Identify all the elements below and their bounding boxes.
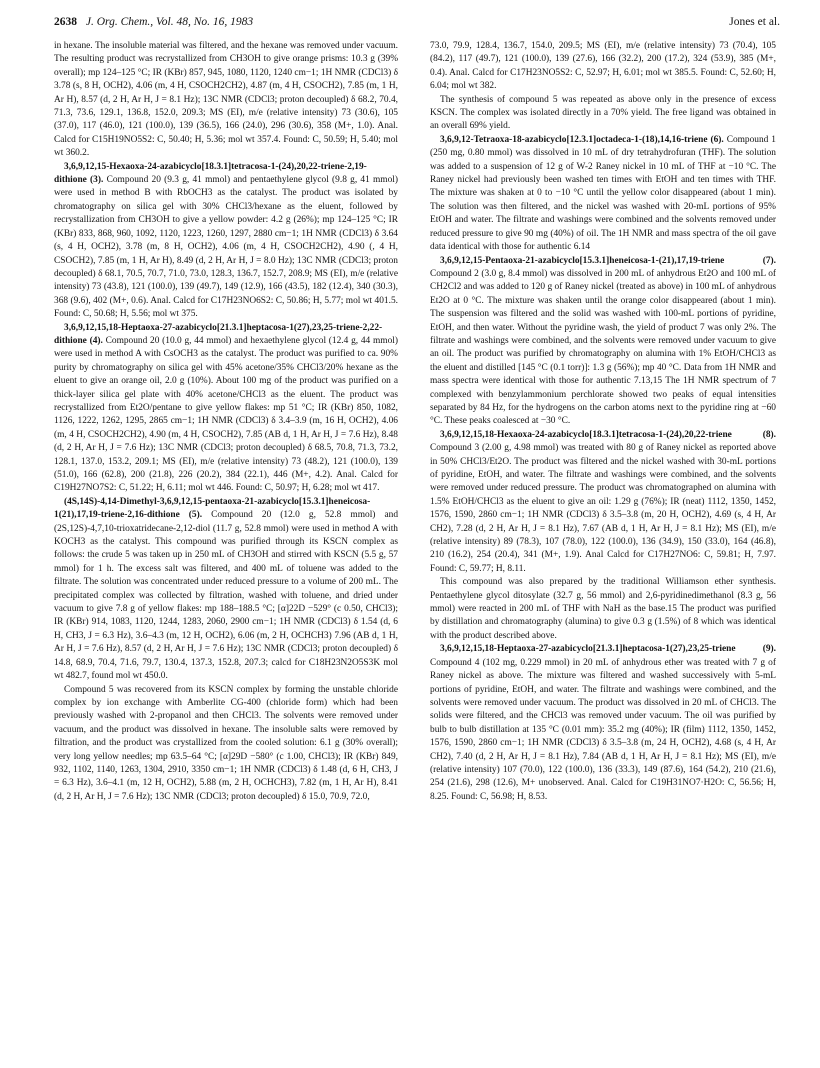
paragraph <box>430 40 776 94</box>
page-number: 2638 <box>54 16 77 28</box>
paragraph-body: in hexane. The insoluble material was filtered, and the hexane was removed under vacuum. The resulting product was recrystallized from CH3OH to give orange prisms: 10.3 g (39% overall); mp 124–125 °C; IR (KBr) 857, 945, 1080, 1120, 1240 cm−1; 1H NMR (CDCl3) δ 3.78 (s, 8 H, OCH2), 4.06 (m, 4 H, CSOCH2CH2), 4.87 (m, 4 H, CSOCH2), 7.85 (m, 1 H, Ar H), 8.57 (d, 2 H, Ar H, J = 8.1 Hz); 13C NMR (CDCl3; proton decoupled) δ 68.2, 70.4, 71.3, 73.6, 129.1, 136.8, 152.0, 209.3; MS (EI), m/e (relative intensity) 73 (30.6), 105 (37.0), 117 (46.0), 121 (100.0), 139 (36.5), 166 (24.0), 296 (30.6), 358 (M+, 1.0). Anal. Calcd for C15H19NO5S2: C, 50.40; H, 5.36; mol wt 357.4. Found: C, 50.59; H, 5.40; mol wt 360.2. <box>54 41 398 159</box>
paragraph <box>54 161 398 322</box>
left-column <box>54 40 398 1060</box>
journal-citation: J. Org. Chem., Vol. 48, No. 16, 1983 <box>85 16 254 28</box>
paragraph <box>54 322 398 496</box>
paragraph-body: Compound 3 (2.00 g, 4.98 mmol) was treated with 80 g of Raney nickel as reported above in 50% CHCl3/Et2O. The product was filtered and the nickel washed with 30-mL portions of pyridine, EtOH, and water. The filtrate and washings were combined, and the solvents were removed under reduced pressure. The product was chromatographed on alumina with 1.5% EtOH/CHCl3 as the eluent to give an oil: 1.29 g (76%); IR (neat) 1112, 1350, 1452, 1576, 1590, 2860 cm−1; 1H NMR (CDCl3) δ 3.5–3.8 (m, 20 H, OCH2), 4.69 (s, 4 H, Ar CH2), 7.28 (d, 2 H, Ar H, J = 8.1 Hz), 7.67 (AB d, 1 H, Ar H, J = 8.1 Hz); MS (EI), m/e (relative intensity) 89 (78.3), 107 (78.0), 122 (100.0), 136 (34.9), 150 (33.0), 164 (46.8), 210 (16.2), 254 (20.4), 341 (M+, 1.9). Anal Calcd for C17H27NO6: C, 59.81; H, 7.97. Found: C, 59.77; H, 8.11. <box>430 443 776 574</box>
compound-heading: 3,6,9,12,15,18-Heptaoxa-27-azabicyclo[21.3.1]heptacosa-1(27),23,25-triene-2,22-dithione (4). <box>54 322 383 346</box>
paragraph <box>430 643 776 804</box>
paragraph <box>430 134 776 255</box>
paragraph <box>430 255 776 429</box>
paragraph-body: The synthesis of compound 5 was repeated as above only in the presence of excess KSCN. The complex was isolated directly in a 70% yield. The free ligand was obtained in an overall 69% yield. <box>430 94 776 132</box>
compound-heading: 3,6,9,12,15,18-Hexaoxa-24-azabicyclo[18.3.1]tetracosa-1-(24),20,22-triene (8). <box>440 429 776 440</box>
running-authors: Jones et al. <box>729 16 780 28</box>
paragraph-body: 73.0, 79.9, 128.4, 136.7, 154.0, 209.5; MS (EI), m/e (relative intensity) 73 (70.4), 105 (84.2), 117 (49.7), 121 (100.0), 139 (27.6), 166 (32.2), 200 (17.2), 324 (53.9), 385 (M+, 0.4). Anal. Calcd for C17H23NO5S2: C, 52.97; H, 6.01; mol wt 385.5. Found: C, 52.60; H, 6.04; mol wt 382. <box>430 41 776 92</box>
compound-heading: 3,6,9,12,15-Pentaoxa-21-azabicyclo[15.3.1]heneicosa-1-(21),17,19-triene (7). <box>440 255 776 266</box>
paragraph-body: Compound 20 (10.0 g, 44 mmol) and hexaethylene glycol (12.4 g, 44 mmol) were used in method A with CsOCH3 as the catalyst. The product was purified to ca. 90% purity by chromatography on silica gel with 45% acetone/35% CHCl3/20% hexane as the eluent to give an orange oil, 2.0 g (10%). About 100 mg of the product was purified on a thick-layer silica gel plate with 40% acetone/CHCl3 as the eluent. The product was recrystallized from Et2O/pentane to give yellow flakes: mp 51 °C; IR (KBr) 850, 1082, 1126, 1222, 1262, 1295, 2865 cm−1; 1H NMR (CDCl3) δ 3.4–3.9 (m, 16 H, OCH2), 4.06 (m, 4 H, CSOCH2CH2), 4.90 (m, 4 H, CSOCH2), 7.85 (AB d, 1 H, Ar H, J = 7.6 Hz), 8.48 (d, 2 H, Ar H, J = 7.6 Hz); 13C NMR (CDCl3; proton decoupled) δ 68.5, 70.8, 71.3, 73.2, 128.1, 137.0, 153.2, 209.1; MS (EI), m/e (relative intensity) 73 (48.2), 121 (100.0), 139 (51.0), 166 (62.8), 200 (21.8), 226 (20.2), 384 (22.1), 446 (M+, 4.2). Anal. Calcd for C19H27NO7S2: C, 51.22; H, 6.11; mol wt 446. Found: C, 50.97; H, 6.28; mol wt 417. <box>54 335 398 494</box>
compound-heading: 3,6,9,12,15-Hexaoxa-24-azabicyclo[18.3.1]tetracosa-1-(24),20,22-triene-2,19-dithione (3). <box>54 161 367 186</box>
paragraph <box>54 496 398 684</box>
paragraph-body: Compound 1 (250 mg, 0.80 mmol) was dissolved in 10 mL of dry tetrahydrofuran (THF). The solution was added to a suspension of 12 g of W-2 Raney nickel in 10 mL of THF at −10 °C. The Raney nickel had previously been washed ten times with EtOH and ten times with THF. The mixture was shaken at 0 to −10 °C until the yellow color disappeared (about 1 min). The solution was then filtered, and the nickel was washed with 20-mL portions of 95% EtOH and water. The filtrate and washings were combined and the solvents removed under reduced pressure to give 90 mg (40%) of oil. The 1H NMR and mass spectra of the oil gave data identical with those for authentic 6.14 <box>430 134 776 253</box>
paragraph <box>430 94 776 134</box>
right-column <box>430 40 776 1060</box>
paragraph-body: Compound 4 (102 mg, 0.229 mmol) in 20 mL of anhydrous ether was treated with 7 g of Raney nickel as above. The mixture was filtered and washed successively with 5-mL portions of pyridine, EtOH, and water. The filtrate and washings were combined, and the solvents were removed under vacuum. The product was dissolved in 20 mL of CHCl3. The solids were filtered, and the CHCl3 was removed under vacuum. The oil was purified by bulb to bulb distillation at 135 °C (0.01 mm): 35.2 mg (40%); IR (film) 1112, 1350, 1452, 1576, 1590, 2860 cm−1; 1H NMR (CDCl3) δ 3.5–3.8 (m, 24 H, OCH2), 4.68 (s, 4 H, Ar CH2), 7.40 (d, 2 H, Ar H, J = 8.1 Hz), 7.84 (AB d, 1 H, Ar H, J = 8.1 Hz); MS (EI), m/e (relative intensity) 107 (70.0), 122 (100.0), 136 (33.3), 149 (87.6), 164 (54.2), 210 (21.6), 254 (21.6), 298 (12.6), M+ unobserved. Anal. Calcd for C19H31NO7·H2O: C, 56.56; H, 8.25. Found: C, 56.98; H, 8.53. <box>430 657 776 802</box>
paragraph-body: Compound 5 was recovered from its KSCN complex by forming the unstable chloride complex by ion exchange with Amberlite CG-400 (chloride form) which had been previously washed with 2-propanol and then CHCl3. The solvents were removed under vacuum, and the product was dissolved in hexane. The insoluble salts were removed by filtration, and the product was crystallized from the cooled solution: 6.1 g (30% overall); very long yellow needles; mp 63.5–64 °C; [α]29D −580° (c 1.00, CHCl3); IR (KBr) 849, 932, 1102, 1140, 1263, 1304, 2910, 3350 cm−1; 1H NMR (CDCl3) δ 1.48 (d, 6 H, CH3, J = 6.3 Hz), 3.6–4.1 (m, 12 H, OCH2), 5.88 (m, 2 H, OCHCH3), 7.82 (m, 1 H, Ar H), 8.41 (d, 2 H, Ar H, J = 7.6 Hz); 13C NMR (CDCl3; proton decoupled) δ 15.0, 70.9, 72.0, <box>54 684 398 802</box>
paragraph <box>430 429 776 576</box>
paragraph <box>430 576 776 643</box>
paragraph <box>54 40 398 161</box>
compound-heading: 3,6,9,12,15,18-Heptaoxa-27-azabicyclo[21.3.1]heptacosa-1(27),23,25-triene (9). <box>440 644 776 655</box>
paragraph-body: Compound 20 (9.3 g, 41 mmol) and pentaethylene glycol (9.8 g, 41 mmol) were used in method B with RbOCH3 as the catalyst. The product was isolated by chromatography on silica gel with 30% CHCl3/hexane as the eluent, followed by recrystallization from CH3OH to give a yellow powder: 4.2 g (26%); mp 124–125 °C; IR (KBr) 833, 868, 960, 1092, 1120, 1223, 1260, 1297, 2880 cm−1; 1H NMR (CDCl3) δ 3.64 (s, 4 H, OCH2), 3.78 (m, 8 H, OCH2), 4.06 (m, 4 H, CSOCH2CH2), 4.90 (, 4 H, CSOCH2), 7.85 (m, 1 H, Ar H), 8.49 (d, 2 H, Ar H, J = 8.0 Hz); 13C NMR (CDCl3; proton decoupled) δ 68.1, 70.5, 70.7, 71.0, 73.0, 128.3, 136.7, 152.7, 208.9; MS (EI), m/e (relative intensity) 73 (43.8), 121 (100.0), 139 (49.7), 149 (12.9), 166 (43.5), 182 (12.4), 340 (30.3), 368 (9.6), 402 (M+, 0.6). Anal. Calcd for C17H23NO6S2: C, 50.86; H, 5.77; mol wt 401.5. Found: C, 50.68; H, 5.56; mol wt 375. <box>54 175 398 320</box>
compound-heading: (4S,14S)-4,14-Dimethyl-3,6,9,12,15-pentaoxa-21-azabicyclo[15.3.1]heneicosa-1(21),17,19-triene-2,16-dithione (5). <box>54 496 371 521</box>
paragraph-body: This compound was also prepared by the traditional Williamson ether synthesis. Pentaethylene glycol ditosylate (32.7 g, 56 mmol) and 2,6-pyridinedimethanol (8.3 g, 56 mmol) were reacted in 200 mL of THF with NaH as the base.15 The product was purified by distillation and chromatography (alumina) to give 0.3 g (1.5%) of 8 which was identical with the product described above. <box>430 577 776 641</box>
compound-heading: 3,6,9,12-Tetraoxa-18-azabicyclo[12.3.1]octadeca-1-(18),14,16-triene (6). <box>440 134 724 145</box>
running-header <box>54 16 780 34</box>
paragraph-body: Compound 2 (3.0 g, 8.4 mmol) was dissolved in 200 mL of anhydrous Et2O and 100 mL of CH2Cl2 and was added to 120 g of Raney nickel (treated as above) in 100 mL of anhydrous Et2O at 0 °C. The mixture was shaken until the orange color disappeared (about 1 min). The suspension was filtered and the solid was washed with 100-mL portions of pyridine, EtOH, and then water. Without the pyridine wash, the yield of product 7 was only 2%. The filtrate and washings were combined, and the solvents were removed under vacuum to give an oil. The product was purified by chromatography on alumina with 1% EtOH/CHCl3 as the eluent and distilled [145 °C (0.1 torr)]: 1.3 g (56%); mp 40 °C. Data from 1H NMR and mass spectra were identical with those for authentic 7.13,15 The 1H NMR spectrum of 7 complexed with benzylammonium perchlorate showed two peaks of equal intensities separated by 84 Hz, for the hydrogens on the carbon atoms next to the pyridine ring at −60 °C. These peaks coalesced at −30 °C. <box>430 268 776 427</box>
paragraph-body: Compound 20 (12.0 g, 52.8 mmol) and (2S,12S)-4,7,10-trioxatridecane-2,12-diol (11.7 g, 52.8 mmol) were used in method A with KOCH3 as the catalyst. This compound was purified through its KSCN complex as follows: the crude 5 was taken up in 250 mL of CH3OH and stirred with KSCN (5.5 g, 57 mmol) for 1 h. The excess salt was filtered, and 400 mL of toluene was added to the filtrate. The solution was concentrated under reduced pressure to a volume of 200 mL. The precipitated complex was collected by filtration, washed with toluene, and dried under vacuum to give 7.8 g of yellow flakes: mp 188–188.5 °C; [α]22D −529° (c 0.50, CHCl3); IR (KBr) 914, 1083, 1120, 1244, 1283, 2060, 2900 cm−1; 1H NMR (CDCl3) δ 1.54 (d, 6 H, CH3, J = 6.3 Hz), 3.6–4.3 (m, 12 H, OCH2), 6.06 (m, 2 H, OCHCH3) 7.96 (AB d, 1 H, Ar H, J = 7.6 Hz), 8.57 (d, 2 H, Ar H, J = 7.6 Hz); 13C NMR (CDCl3; proton decoupled) δ 14.8, 68.9, 70.4, 71.6, 79.7, 130.4, 137.3, 152.8, 207.3; calcd for C18H23N2O5S3K mol wt 482.7, found mol wt 450.0. <box>54 510 398 682</box>
paragraph <box>54 684 398 805</box>
